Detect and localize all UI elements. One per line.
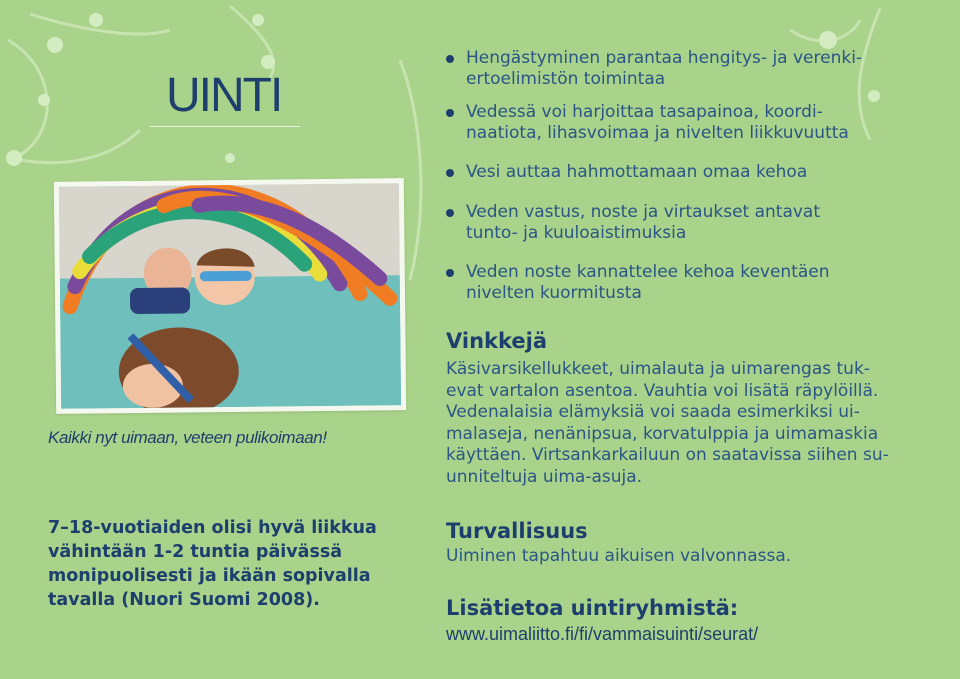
list-item (446, 102, 936, 144)
list-item-text: Hengästyminen parantaa hengitys- ja verenki- ertoelimistön toimintaa (466, 48, 863, 89)
list-item-text: Vesi auttaa hahmottamaan omaa kehoa (466, 162, 808, 182)
list-item (446, 262, 936, 304)
tips-heading: Vinkkejä (446, 329, 548, 353)
activity-recommendation: 7–18-vuotiaiden olisi hyvä liikkua vähintään 1-2 tuntia päivässä monipuolisesti ja ikään sopivalla tavalla (Nuori Suomi 2008). (48, 518, 377, 610)
list-item (446, 162, 936, 183)
bullet-dot-icon (446, 269, 454, 277)
safety-text: Uiminen tapahtuu aikuisen valvonnassa. (446, 546, 792, 566)
list-item-text: Veden noste kannattelee kehoa keventäen nivelten kuormitusta (466, 262, 830, 303)
list-item-text: Vedessä voi harjoittaa tasapainoa, koordi- naatiota, lihasvoimaa ja nivelten liikkuvuutta (466, 102, 849, 143)
list-item (446, 202, 936, 244)
list-item (446, 48, 936, 90)
swimming-photo-illustration (59, 183, 401, 409)
bullet-dot-icon (446, 209, 454, 217)
bullet-dot-icon (446, 169, 454, 177)
benefits-list (446, 48, 936, 304)
more-info-heading: Lisätietoa uintiryhmistä: (446, 596, 739, 620)
bullet-dot-icon (446, 55, 454, 63)
page-title: UINTI (166, 69, 282, 122)
safety-heading: Turvallisuus (446, 519, 588, 543)
photo-caption: Kaikki nyt uimaan, veteen pulikoimaan! (48, 428, 327, 447)
list-item-text: Veden vastus, noste ja virtaukset antavat tunto- ja kuuloaistimuksia (466, 202, 821, 243)
swimming-photo (54, 178, 406, 414)
tips-text: Käsivarsikellukkeet, uimalauta ja uimarengas tuk- evat vartalon asentoa. Vauhtia voi lisätä räpylöillä. Vedenalaisia elämyksiä voi saada esimerkiksi ui- malaseja, nenänipsua, korvatulppia ja uimamaskia käyttäen. Virtsankarkailuun on saatavissa siihen su- unniteltuja uima-asuja. (446, 359, 889, 487)
title-divider (150, 126, 300, 127)
swimming-groups-link[interactable]: www.uimaliitto.fi/fi/vammaisuinti/seurat/ (446, 624, 759, 644)
bullet-dot-icon (446, 109, 454, 117)
